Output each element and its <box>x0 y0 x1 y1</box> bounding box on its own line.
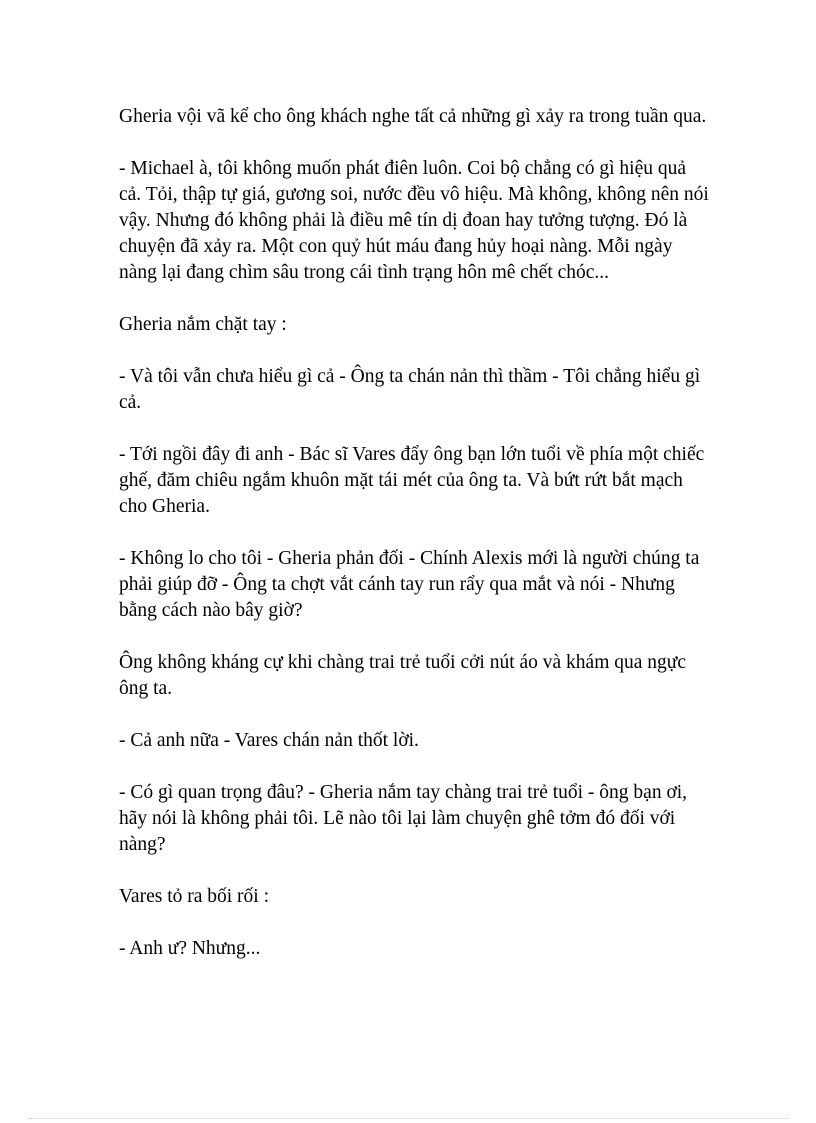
page-bottom-divider <box>28 1118 788 1119</box>
paragraph-3: Gheria nắm chặt tay : <box>119 314 287 335</box>
paragraph-7: Ông không kháng cự khi chàng trai trẻ tuổi cởi nút áo và khám qua ngực ông ta. <box>119 652 687 699</box>
document-body <box>119 104 709 988</box>
paragraph-5: - Tới ngồi đây đi anh - Bác sĩ Vares đẩy ông bạn lớn tuổi về phía một chiếc ghế, đăm chiêu ngắm khuôn mặt tái mét của ông ta. Và bứt rứt bắt mạch cho Gheria. <box>119 444 705 517</box>
paragraph-10: Vares tỏ ra bối rối : <box>119 886 270 907</box>
paragraph-8: - Cả anh nữa - Vares chán nản thốt lời. <box>119 730 419 751</box>
paragraph-11: - Anh ư? Nhưng... <box>119 938 261 959</box>
paragraph-2: - Michael à, tôi không muốn phát điên luôn. Coi bộ chẳng có gì hiệu quả cả. Tỏi, thập tự giá, gương soi, nước đều vô hiệu. Mà không, không nên nói vậy. Nhưng đó không phải là điều mê tín dị đoan hay tưởng tượng. Đó là chuyện đã xảy ra. Một con quỷ hút máu đang hủy hoại nàng. Mỗi ngày nàng lại đang chìm sâu trong cái tình trạng hôn mê chết chóc... <box>119 158 709 283</box>
paragraph-1: Gheria vội vã kể cho ông khách nghe tất cả những gì xảy ra trong tuần qua. <box>119 106 707 127</box>
paragraph-9: - Có gì quan trọng đâu? - Gheria nắm tay chàng trai trẻ tuổi - ông bạn ơi, hãy nói là không phải tôi. Lẽ nào tôi lại làm chuyện ghê tởm đó đối với nàng? <box>119 782 688 855</box>
paragraph-6: - Không lo cho tôi - Gheria phản đối - Chính Alexis mới là người chúng ta phải giúp đỡ - Ông ta chợt vắt cánh tay run rẩy qua mắt và nói - Nhưng bằng cách nào bây giờ? <box>119 548 700 621</box>
paragraph-4: - Và tôi vẫn chưa hiểu gì cả - Ông ta chán nản thì thầm - Tôi chẳng hiểu gì cả. <box>119 366 701 413</box>
